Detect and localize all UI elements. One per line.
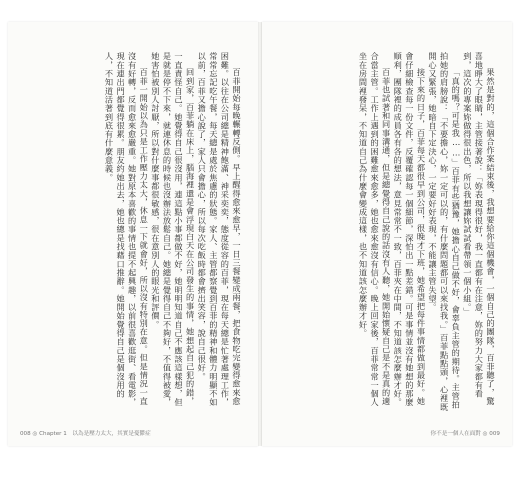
paragraph: 百菲開始每晚輾轉反側。早上醒得愈來愈早，一日三餐變成兩餐，把食物吃完變得愈來愈困難。以往在公司總是精神飽滿、神采奕奕，態度從容的百菲，現在每天總是忙著處理工作，常常忘記吃午餐，每天總是處於焦慮的狀態。家人、主管都察覺到百菲的精神和體力明顯不如以前，百菲又擔心說了，家人只會擔心，所以每次吃飯時都會擠出笑容，說自己很好。	[197, 52, 242, 407]
paragraph: 「真的嗎？可是我……」百菲有些猶豫，她擔心自己做不好，會辜負主管的期待。主管拍拍她的肩膀說：「不要擔心，妳一定可以的，有什麼問題都可以來找我。」百菲點點頭，心裡既開心又緊張，她暗自下定決心，一定要好好表現，不能讓主管失望。	[428, 52, 462, 412]
left-page-footer: 008 ◎ Chapter 1 以為是壓力太大，其實是憂鬱症	[20, 431, 151, 437]
paragraph: 果然是對的，這個合作案結束後，我想要給你這個機會，一個自己的團隊，百菲聽了，驚喜地睜大了眼睛，主管接著說：「妳表現得很好，我一直都有在注意，妳的努力大家都有看到，這次的專案妳做得很出色，所以我想讓妳試試看帶領一個小組。」	[462, 52, 496, 406]
left-page-body	[24, 52, 242, 412]
right-page-footer: 你不是一個人在面對 ◎ 009	[430, 431, 500, 437]
paragraph: 回到家，百菲躺在床上，腦海裡還是會浮現白天在公司發生的事情，她想起自己犯的錯，一直責怪自己。她覺得自己很沒用，連這點小事都做不好，她明明知道自己不應該這樣想，但是就是停不下來，就連休息的時候也沒辦法放鬆自己。她總是覺得自己不夠好，不值得被愛，她害怕被別人討厭，所以對什麼事都很敏感，很在意別人的眼光和評價。	[150, 52, 196, 407]
paragraph: 百菲也試著和同事溝通，但是總覺得自己說的話沒有人聽，她開始懷疑自己是不是真的適合當主管。工作上遇到的困難愈來愈多，她也愈來愈沒有信心。晚上回家後，百菲常常一個人坐在房間裡發呆，不知道自己為什麼會變成這樣，也不知道該怎麼辦才好。	[358, 52, 392, 407]
right-page-body	[274, 52, 496, 412]
paragraph: 接下來的日子，百菲每天都很早到公司，很晚才下班，她希望把每件事情都做到最好。她會仔細檢查每一份文件，反覆確認每一個細節，深怕出一點差錯。可是事情並沒有她想的那麼順利，團隊裡的成員各有各的想法，意見常常不一致，百菲夾在中間，不知道該怎麼辦才好。	[393, 52, 427, 407]
right-page	[262, 22, 512, 446]
left-page	[8, 22, 258, 446]
paragraph: 百菲一開始以為只是工作壓力太大，休息一下就會好，所以沒有特別在意。但是情況一直沒有好轉，反而愈來愈嚴重。她對原本喜歡的事情也提不起興趣，以前很喜歡逛街、看電影，現在連出門都覺得很累。朋友約她出去，她也總是找藉口推辭。她開始覺得自己是個沒用的人，不知道活著到底有什麼意義。	[104, 52, 150, 407]
